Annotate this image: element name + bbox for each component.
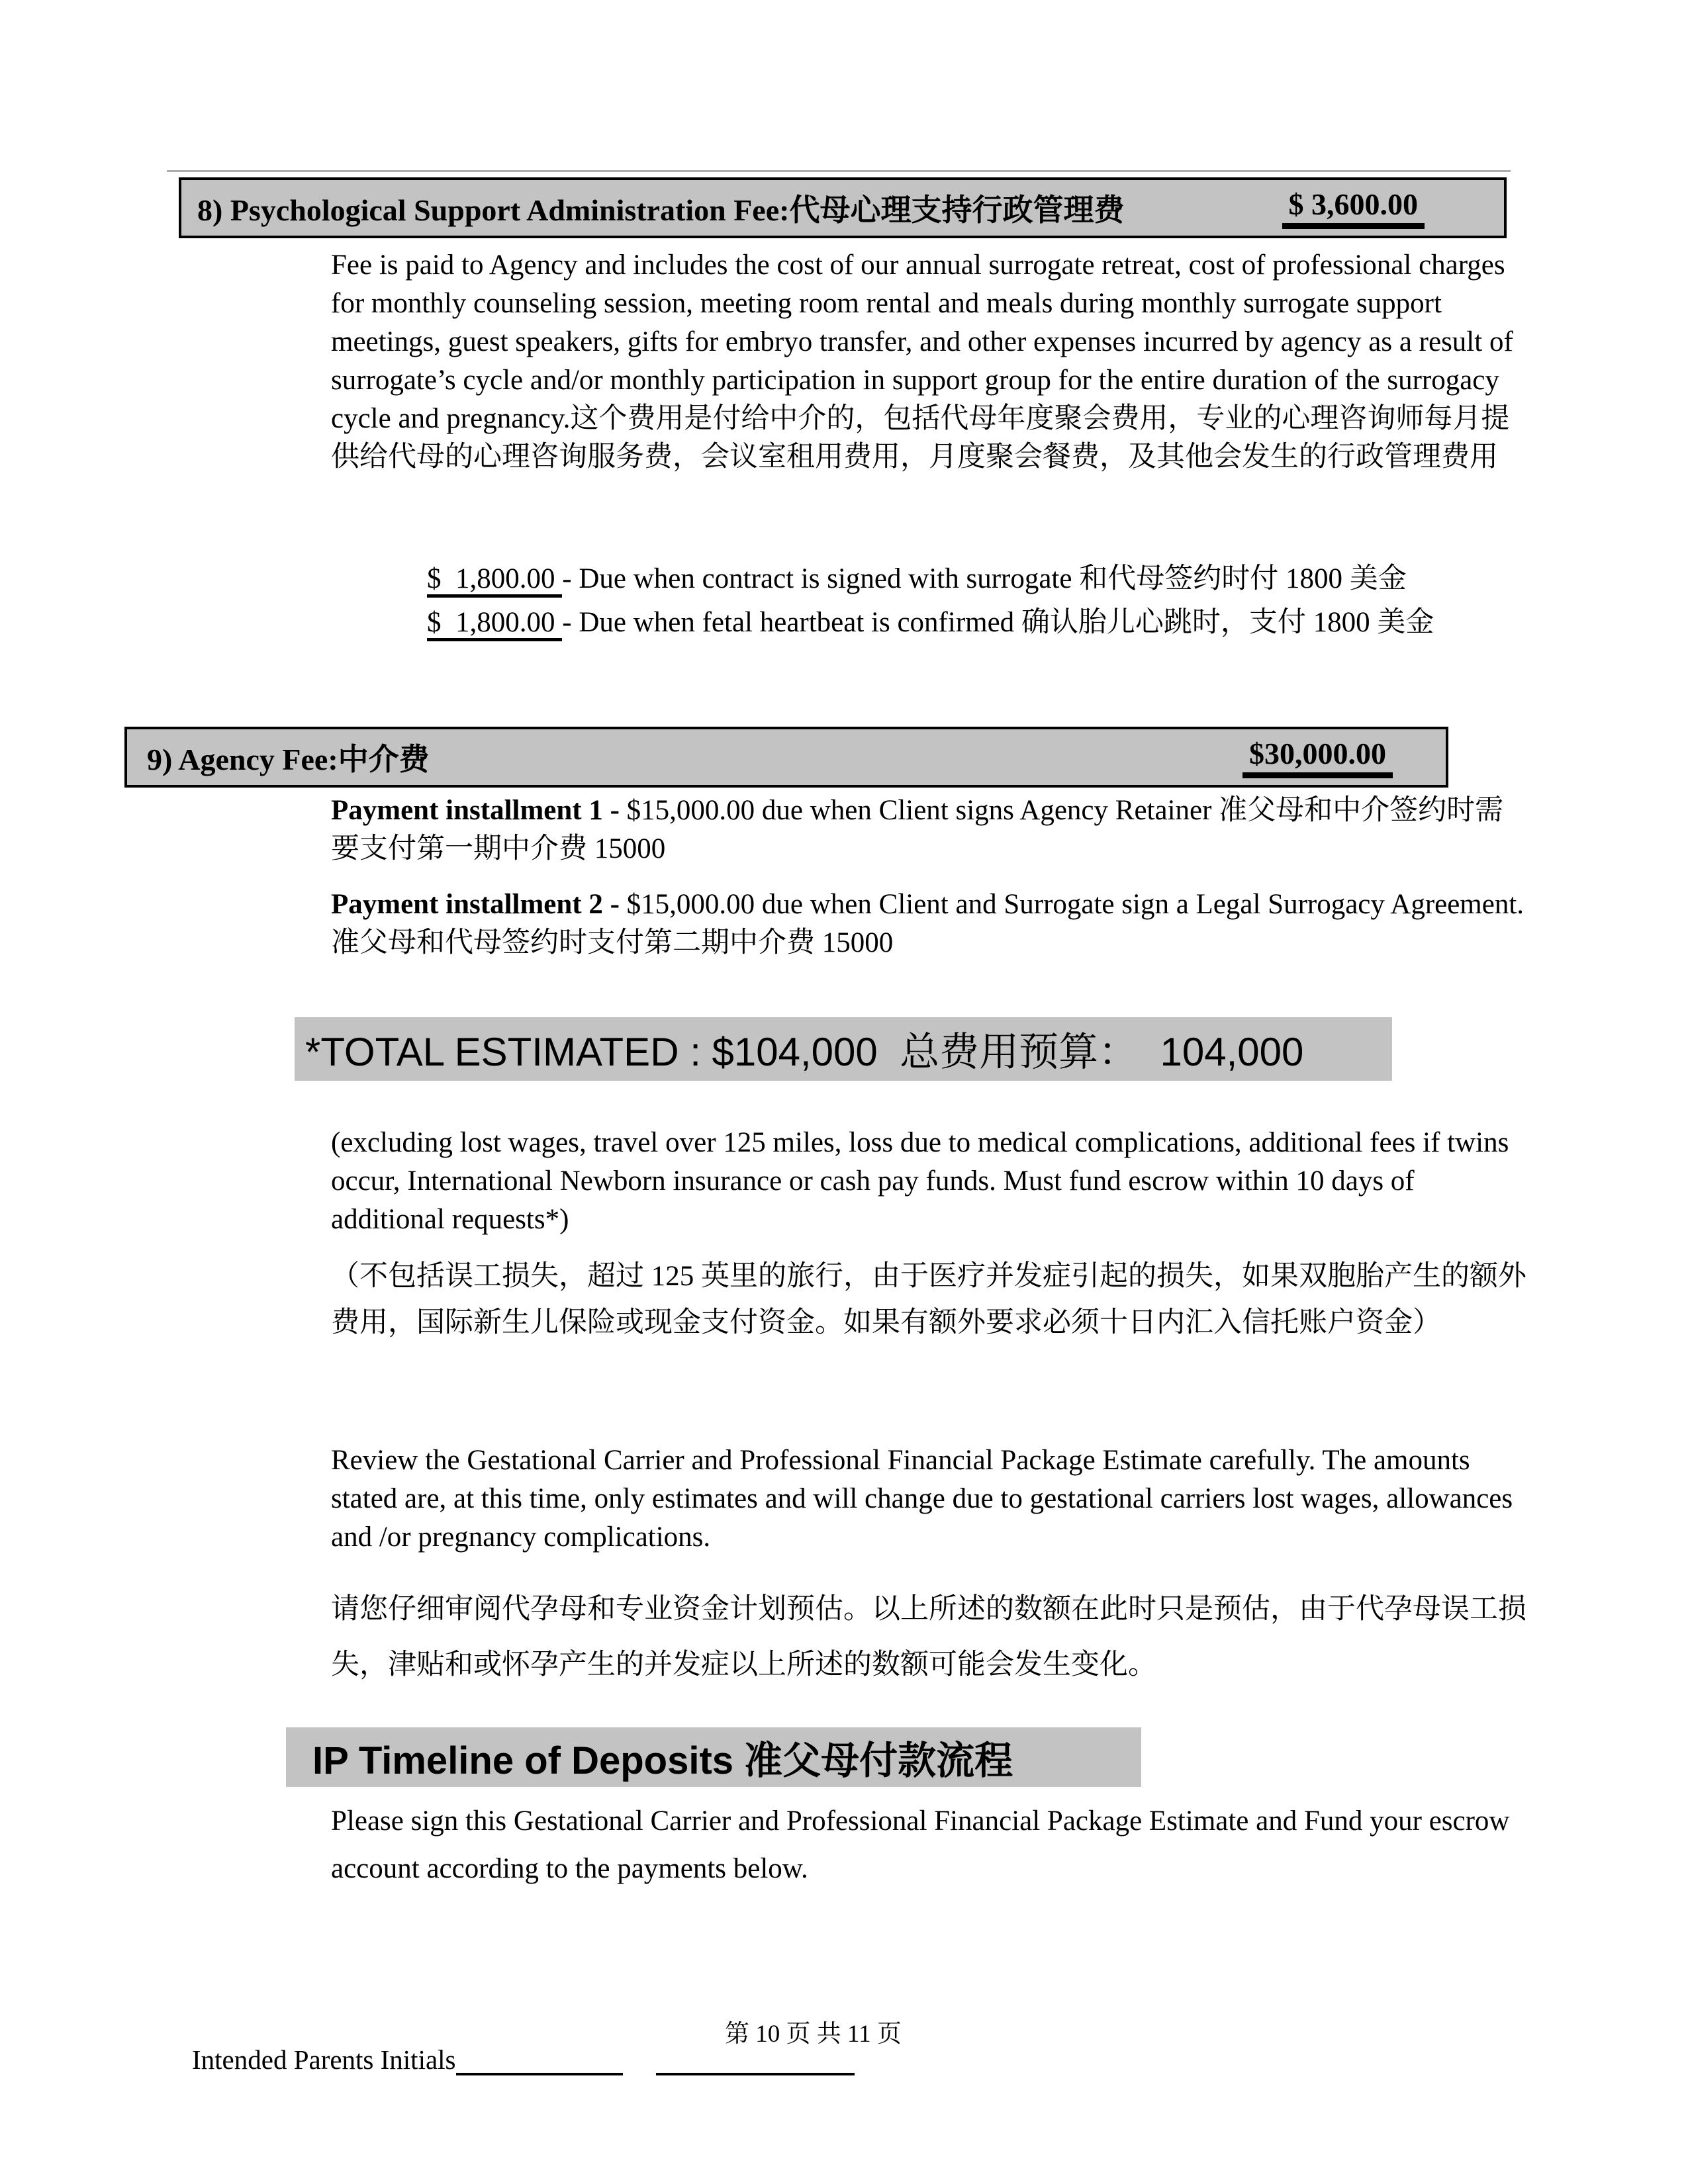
sign-instruction-paragraph: Please sign this Gestational Carrier and Professional Financial Package Estimate and Fund your escrow account according to the payments below. (331, 1805, 1510, 1884)
fee9-installment-2 (331, 886, 1529, 962)
table-top-edge-divider (167, 170, 1511, 172)
review-paragraph-en: Review the Gestational Carrier and Professional Financial Package Estimate carefully. The amounts stated are, at this time, only estimates and will change due to gestational carriers lost wages, allowances and /or pregnancy complications. (331, 1445, 1513, 1553)
fee8-description: Fee is paid to Agency and includes the cost of our annual surrogate retreat, cost of professional charges for monthly counseling session, meeting room rental and meals during monthly surrogate support meetings, guest speakers, gifts for embryo transfer, and other expenses incurred by agency as a result of surrogate’s cycle and/or monthly participation in support group for the entire duration of the surrogacy cycle and pregnancy.这个费用是付给中介的，包括代母年度聚会费用，专业的心理咨询师每月提供给代母的心理咨询服务费，会议室租用费用，月度聚会餐费，及其他会发生的行政管理费用 (331, 250, 1513, 473)
fee8-installment-2-text: - Due when fetal heartbeat is confirmed 确认胎儿心跳时，支付 1800 美金 (562, 607, 1434, 638)
fee9-installment-1 (331, 792, 1529, 868)
exclusions-paragraph-en: (excluding lost wages, travel over 125 miles, loss due to medical complications, additional fees if twins occur, International Newborn insurance or cash pay funds. Must fund escrow within 10 days of additional requests*) (331, 1127, 1509, 1235)
fee8-installments (427, 560, 1516, 647)
initials-blank-line-2 (656, 2044, 855, 2075)
fee8-installment-1-amount: $ 1,800.00 (427, 563, 562, 598)
footer-initials-line (192, 2044, 855, 2075)
fee9-title: 9) Agency Fee:中介费 (147, 743, 430, 776)
fee9-installment-1-label: Payment installment 1 - (331, 795, 627, 826)
fee8-amount: $ 3,600.00 (1282, 187, 1425, 229)
fee9-installment-2-text: $15,000.00 due when Client and Surrogate sign a Legal Surrogacy Agreement.准父母和代母签约时支付第二期中介费 15000 (331, 889, 1524, 958)
fee9-section-header (124, 727, 1448, 788)
fee9-amount: $30,000.00 (1243, 736, 1393, 778)
initials-label: Intended Parents Initials (192, 2044, 456, 2075)
exclusions-paragraph-zh: （不包括误工损失，超过 125 英里的旅行，由于医疗并发症引起的损失，如果双胞胎产生的额外费用，国际新生儿保险或现金支付资金。如果有额外要求必须十日内汇入信托账户资金） (331, 1261, 1526, 1338)
footer-page-number: 第 10 页 共 11 页 (725, 2021, 902, 2048)
fee9-installment-1-text: $15,000.00 due when Client signs Agency Retainer 准父母和中介签约时需要支付第一期中介费 15000 (331, 795, 1504, 864)
total-estimated-banner (295, 1017, 1392, 1081)
fee8-section-header (179, 177, 1507, 238)
fee8-installment-item (427, 604, 1516, 642)
ip-timeline-heading (286, 1727, 1141, 1787)
fee8-installment-1-text: - Due when contract is signed with surrogate 和代母签约时付 1800 美金 (562, 563, 1407, 594)
fee8-installment-2-amount: $ 1,800.00 (427, 607, 562, 641)
initials-blank-line (456, 2044, 623, 2075)
fee9-installment-2-label: Payment installment 2 - (331, 889, 627, 920)
fee8-title: 8) Psychological Support Administration Fee:代母心理支持行政管理费 (197, 193, 1125, 227)
total-estimated-text: *TOTAL ESTIMATED : $104,000 总费用预算： 104,000 (305, 1030, 1304, 1074)
ip-timeline-heading-text: IP Timeline of Deposits 准父母付款流程 (312, 1739, 1013, 1782)
fee8-installment-item (427, 560, 1516, 598)
review-paragraph-zh: 请您仔细审阅代孕母和专业资金计划预估。以上所述的数额在此时只是预估，由于代孕母误工损失，津贴和或怀孕产生的并发症以上所述的数额可能会发生变化。 (331, 1594, 1526, 1680)
